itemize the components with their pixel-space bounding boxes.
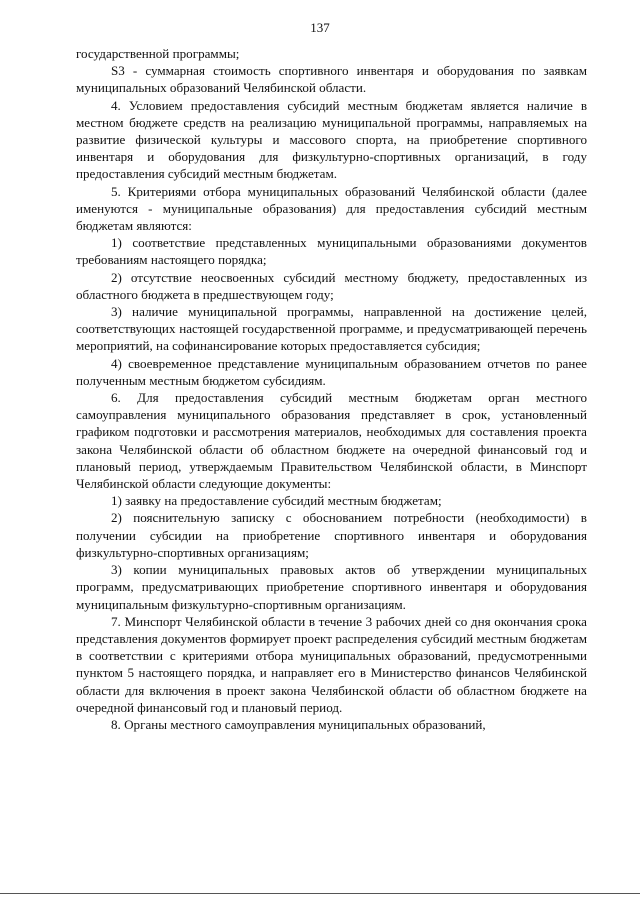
list-item: 2) пояснительную записку с обоснованием потребности (необходимости) в получении субсидии на приобретение спортивного инвентаря и оборудования физкультурно-спортивных организациям;	[76, 510, 587, 560]
list-item: 3) копии муниципальных правовых актов об утверждении муниципальных программ, предусматривающих приобретение спортивного инвентаря и оборудования муниципальным физкультурно-спортивным организациям.	[76, 562, 587, 612]
paragraph: 8. Органы местного самоуправления муниципальных образований,	[111, 716, 486, 732]
list-item: 1) соответствие представленных муниципальными образованиями документов требованиям настоящего порядка;	[76, 235, 587, 268]
list-item: 4) своевременное представление муниципальным образованием отчетов по ранее полученным местным бюджетом субсидиям.	[76, 355, 587, 388]
document-body	[76, 45, 587, 733]
footer-divider	[0, 893, 640, 894]
paragraph: S3 - суммарная стоимость спортивного инвентаря и оборудования по заявкам муниципальных образований Челябинской области.	[76, 63, 587, 96]
paragraph: 6. Для предоставления субсидий местным бюджетам орган местного самоуправления муниципального образования представляет в срок, установленный графиком подготовки и рассмотрения материалов, необходимых для составления проекта закона Челябинской области об областном бюджете на очередной финансовый год и плановый период, утверждаемым Правительством Челябинской области, в Минспорт Челябинской области следующие документы:	[76, 390, 587, 492]
paragraph: 7. Минспорт Челябинской области в течение 3 рабочих дней со дня окончания срока представления документов формирует проект распределения субсидий местным бюджетам в соответствии с критериями отбора муниципальных образований, предусмотренными пунктом 5 настоящего порядка, и направляет его в Министерство финансов Челябинской области для включения в проект закона Челябинской области об областном бюджете на очередной финансовый год и плановый период.	[76, 613, 587, 715]
paragraph: государственной программы;	[76, 46, 240, 61]
page-number: 137	[310, 20, 330, 35]
list-item: 1) заявку на предоставление субсидий местным бюджетам;	[111, 493, 442, 509]
paragraph: 4. Условием предоставления субсидий местным бюджетам является наличие в местном бюджете средств на реализацию муниципальной программы, направляемых на развитие физической культуры и массового спорта, на приобретение спортивного инвентаря и оборудования для физкультурно-спортивных организаций, в году предоставления субсидий местным бюджетам.	[76, 97, 587, 182]
list-item: 3) наличие муниципальной программы, направленной на достижение целей, соответствующих настоящей государственной программе, и предусматривающей перечень мероприятий, на софинансирование которых предоставляется субсидия;	[76, 304, 587, 354]
paragraph: 5. Критериями отбора муниципальных образований Челябинской области (далее именуются - муниципальные образования) для предоставления субсидий местным бюджетам являются:	[76, 183, 587, 234]
list-item: 2) отсутствие неосвоенных субсидий местному бюджету, предоставленных из областного бюджета в предшествующем году;	[76, 269, 587, 302]
